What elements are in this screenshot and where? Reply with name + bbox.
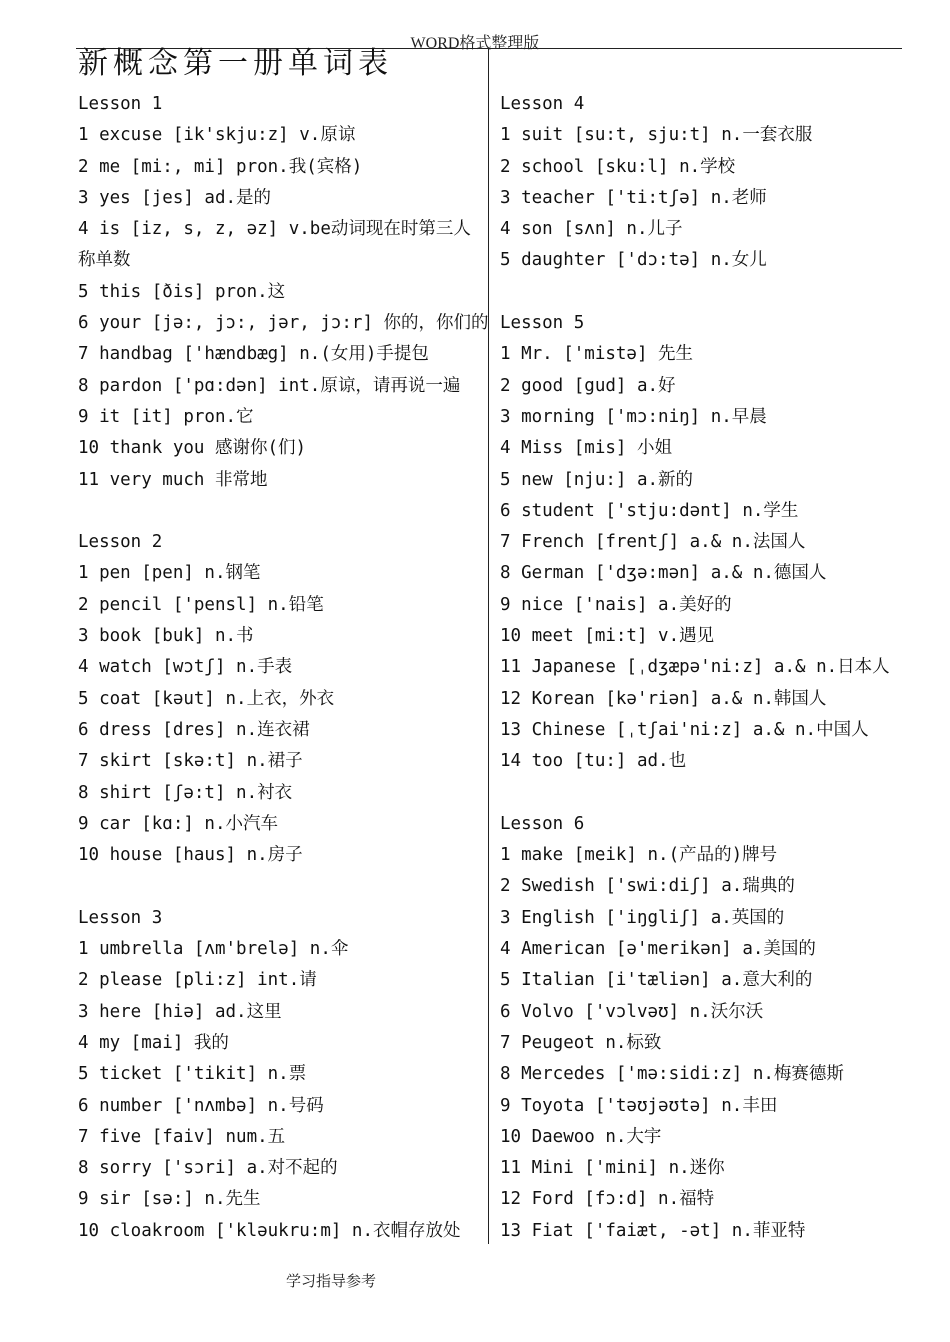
vocab-entry: 2 Swedish ['swi:diʃ] a.瑞典的 [500,876,795,897]
section-spacer [500,277,900,308]
page-footer-label: 学习指导参考 [286,1272,377,1290]
vocab-entry: 7 handbag ['hændbæg] n.(女用)手提包 [78,344,429,365]
vocab-entry: 7 French [frentʃ] a.& n.法国人 [500,532,806,553]
vocab-entry: 14 too [tu:] ad.也 [500,751,687,772]
vocab-entry: 1 suit [su:t, sju:t] n.一套衣服 [500,125,813,146]
vocab-entry: 4 American [ə'merikən] a.美国的 [500,939,816,960]
vocab-entry: 6 student ['stju:dənt] n.学生 [500,500,799,521]
vocab-entry: 7 Peugeot n.标致 [500,1032,662,1053]
right-column [500,89,900,1247]
vocab-entry: 1 umbrella [ʌm'brelə] n.伞 [78,939,349,960]
vocab-entry: 1 excuse [ik'skju:z] v.原谅 [78,125,356,146]
page-header-label: WORD格式整理版 [410,35,540,52]
section-spacer [78,871,482,902]
vocab-entry: 3 teacher ['ti:tʃə] n.老师 [500,187,767,208]
vocab-entry: 3 here [hiə] ad.这里 [78,1001,282,1022]
vocab-entry: 10 house [haus] n.房子 [78,845,303,866]
vocab-entry: 5 daughter ['dɔ:tə] n.女儿 [500,250,767,271]
vocab-entry: 4 my [mai] 我的 [78,1032,229,1053]
vocab-entry: 2 please [pli:z] int.请 [78,970,317,991]
vocab-entry: 2 me [mi:, mi] pron.我(宾格) [78,156,363,177]
column-divider [488,48,489,1244]
vocab-entry: 6 number ['nʌmbə] n.号码 [78,1095,324,1116]
vocab-entry: 13 Fiat ['faiæt, -ət] n.菲亚特 [500,1220,806,1241]
vocab-entry: 3 book [buk] n.书 [78,626,254,647]
vocab-entry: 6 dress [dres] n.连衣裙 [78,719,310,740]
vocab-entry: 2 pencil ['pensl] n.铅笔 [78,594,324,615]
section-spacer [500,778,900,809]
vocab-entry: 11 Mini ['mini] n.迷你 [500,1158,725,1179]
lesson-heading: Lesson 6 [500,813,585,834]
vocab-entry: 5 new [nju:] a.新的 [500,469,694,490]
vocab-entry: 12 Ford [fɔ:d] n.福特 [500,1189,715,1210]
section-spacer [78,496,482,527]
vocab-entry: 13 Chinese [ˌtʃai'ni:z] a.& n.中国人 [500,719,869,740]
vocab-entry: 1 pen [pen] n.钢笔 [78,563,261,584]
vocab-entry: 10 thank you 感谢你(们) [78,438,307,459]
document-title: 新概念第一册单词表 [78,46,393,81]
lesson-heading: Lesson 1 [78,94,163,114]
vocab-entry: 1 Mr. ['mistə] 先生 [500,344,694,365]
vocab-entry: 5 this [ðis] pron.这 [78,281,286,302]
vocab-entry: 7 five [faiv] num.五 [78,1126,286,1147]
vocab-entry: 6 Volvo ['vɔlvəʊ] n.沃尔沃 [500,1001,764,1022]
vocab-entry: 11 very much 非常地 [78,469,268,490]
vocab-entry: 9 it [it] pron.它 [78,406,254,427]
vocab-entry: 8 shirt [ʃə:t] n.衬衣 [78,782,293,803]
vocab-entry: 4 Miss [mis] 小姐 [500,438,672,459]
lesson-heading: Lesson 3 [78,907,163,928]
vocab-entry: 8 sorry ['sɔri] a.对不起的 [78,1158,338,1179]
vocab-entry: 5 coat [kəut] n.上衣，外衣 [78,688,335,709]
vocab-entry: 9 car [kɑ:] n.小汽车 [78,813,279,834]
vocab-entry: 6 your [jə:, jɔ:, jər, jɔ:r] 你的，你们的 [78,313,489,334]
vocab-entry: 1 make [meik] n.(产品的)牌号 [500,845,778,866]
vocab-entry: 5 Italian [i'tæliən] a.意大利的 [500,970,813,991]
vocab-entry: 4 is [iz, s, z, əz] v.be动词现在时第三人称单数 [78,219,471,271]
vocab-entry: 10 cloakroom ['kləukru:m] n.衣帽存放处 [78,1220,461,1241]
vocab-entry: 5 ticket ['tikit] n.票 [78,1064,307,1085]
vocab-entry: 10 meet [mi:t] v.遇见 [500,626,715,647]
lesson-heading: Lesson 2 [78,532,163,553]
vocab-entry: 4 son [sʌn] n.儿子 [500,219,683,240]
vocab-entry: 3 English ['iŋgliʃ] a.英国的 [500,907,785,928]
vocab-entry: 8 Mercedes ['mə:sidi:z] n.梅赛德斯 [500,1064,844,1085]
lesson-heading: Lesson 4 [500,94,585,114]
vocab-entry: 8 pardon ['pɑ:dən] int.原谅，请再说一遍 [78,375,461,396]
vocab-entry: 4 watch [wɔtʃ] n.手表 [78,657,293,678]
vocab-entry: 8 German ['dʒə:mən] a.& n.德国人 [500,563,827,584]
vocab-entry: 10 Daewoo n.大宇 [500,1126,662,1147]
vocab-entry: 12 Korean [kə'riən] a.& n.韩国人 [500,688,827,709]
vocab-entry: 2 school [sku:l] n.学校 [500,156,736,177]
vocab-entry: 2 good [gud] a.好 [500,375,676,396]
lesson-heading: Lesson 5 [500,313,585,334]
vocab-entry: 7 skirt [skə:t] n.裙子 [78,751,303,772]
vocab-entry: 3 morning ['mɔ:niŋ] n.早晨 [500,406,767,427]
vocab-entry: 9 Toyota ['təʊjəʊtə] n.丰田 [500,1095,778,1116]
left-column [78,89,489,1247]
vocab-entry: 11 Japanese [ˌdʒæpə'ni:z] a.& n.日本人 [500,657,890,678]
vocab-entry: 9 sir [sə:] n.先生 [78,1189,261,1210]
vocab-entry: 3 yes [jes] ad.是的 [78,187,272,208]
vocab-entry: 9 nice ['nais] a.美好的 [500,594,732,615]
